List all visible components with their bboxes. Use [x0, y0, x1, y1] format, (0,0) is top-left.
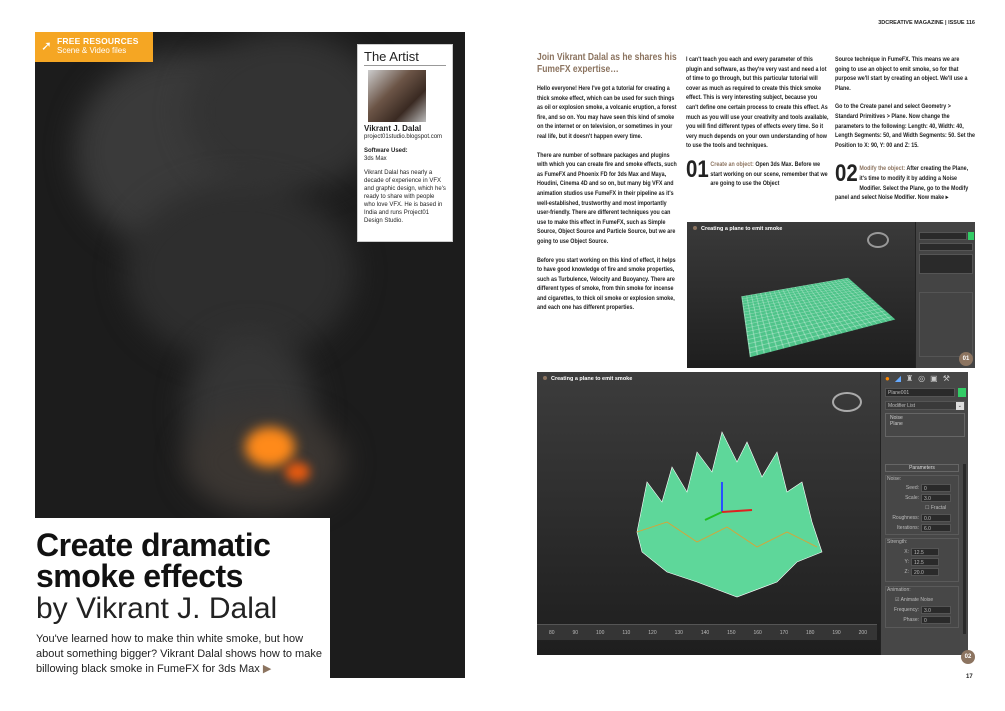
timeline-tick: 200 [858, 630, 867, 636]
roughness-label: Roughness: [892, 515, 919, 521]
motion-tab-icon[interactable]: ◎ [918, 374, 926, 383]
viewcube-icon [867, 232, 889, 248]
frequency-field[interactable]: 3.0 [921, 606, 951, 614]
software-value: 3ds Max [364, 156, 387, 162]
z-label: Z: [904, 569, 909, 575]
phase-label: Phase: [903, 617, 919, 623]
stack-item-noise[interactable]: Noise [890, 415, 903, 421]
parameters-rollout[interactable]: Parameters [885, 464, 959, 472]
screenshot-1 [687, 222, 975, 368]
strength-z-field[interactable]: 20.0 [911, 568, 939, 576]
paragraph: There are number of software packages and plugins with which you can create fire and smoke effects, such as FumeFX and Phoenix FD for 3ds Max and Maya, Houdini, Cinema 4D and so on, but many big VFX and animation studios use FumeFX in their pipeline as it's well-established, trustworthy and most importantly user-friendly. There are different techniques you can use to make this effect in FumeFX, such as Simple Source, Object Source and Particle Source, but we are going to use Object Source. [537, 151, 677, 245]
artist-name: Vikrant J. Dalal [364, 124, 422, 133]
paragraph: Before you start working on this kind of effect, it helps to have good knowledge of fire and smoke properties, such as Turbulence, Velocity and Buoyancy. There are different types of smoke, from thin smoke for incense and cigarettes, to thick oil smoke or explosion smoke, and each one has different properties. [537, 256, 676, 312]
title-box [30, 518, 330, 688]
timeline-tick: 130 [674, 630, 683, 636]
fire-glow [245, 427, 295, 467]
utilities-tab-icon[interactable]: ⚒ [942, 374, 950, 383]
object-name-field[interactable]: Plane001 [885, 388, 955, 397]
modifier-stack[interactable] [885, 413, 965, 437]
smoke-cloud [185, 32, 385, 192]
command-panel [915, 222, 975, 368]
timeline-tick: 140 [700, 630, 710, 636]
step-text: Open 3ds Max. Before we start working on our scene, remember that we are going to use the Object [710, 160, 828, 188]
green-plane [741, 278, 895, 358]
timeline-tick: 150 [727, 630, 736, 636]
column-3 [835, 55, 975, 203]
title-line-2: smoke effects [36, 558, 243, 594]
timeline-tick: 90 [572, 630, 579, 636]
strength-y-field[interactable]: 12.5 [911, 558, 939, 566]
title-line-1: Create dramatic [36, 527, 271, 563]
timeline-tick: 80 [549, 630, 555, 636]
timeline-tick: 170 [779, 630, 789, 636]
timeline-tick: 190 [832, 630, 841, 636]
phase-field[interactable]: 0 [921, 616, 951, 624]
hierarchy-tab-icon[interactable]: ♜ [906, 374, 914, 383]
fire-glow [285, 462, 310, 482]
panel-scrollbar[interactable] [963, 464, 966, 634]
scale-label: Scale: [905, 495, 919, 501]
strength-group-label: Strength: [887, 539, 908, 545]
avatar [368, 70, 426, 122]
step-title: Create an object: [710, 160, 754, 168]
page-number: 17 [966, 674, 973, 680]
fractal-checkbox[interactable]: ☐ Fractal [925, 505, 947, 511]
seed-label: Seed: [905, 485, 919, 491]
stack-item-plane[interactable]: Plane [890, 421, 903, 427]
standfirst: You've learned how to make thin white smoke, but how about something bigger? Vikrant Dalal shows how to make billowing black smoke in FumeFX for 3ds Max ▶ [36, 633, 322, 675]
object-color-swatch[interactable] [958, 388, 966, 397]
artist-box [357, 44, 453, 242]
frequency-label: Frequency: [893, 607, 919, 613]
viewcube-icon [832, 392, 862, 412]
step-1 [686, 155, 829, 189]
roughness-field[interactable]: 0.0 [921, 514, 951, 522]
panel-tabs[interactable] [881, 372, 968, 385]
paragraph: I can't teach you each and every parameter of this plugin and software, as they're very vast and need a lot of time to go through, but this particular tutorial will cover as much as required to create this thick smoke effect. This is very interesting subject, because you can't define one certain process to create this effect. As much as you will use your creativity and tools available, you will find different types of effects every time. So it very much depends on your own understanding of how to use the tools and techniques. [686, 56, 829, 150]
screenshot-caption: Creating a plane to emit smoke [543, 376, 632, 382]
seed-field[interactable]: 0 [921, 484, 951, 492]
artist-heading: The Artist [364, 49, 446, 66]
screenshot-caption: Creating a plane to emit smoke [693, 226, 782, 232]
figure-number: 01 [959, 352, 973, 366]
play-icon: ▶ [262, 663, 272, 675]
iterations-field[interactable]: 6.0 [921, 524, 951, 532]
arrow-icon: ➚ [41, 38, 52, 53]
modify-panel [880, 372, 968, 655]
artist-website[interactable]: project01studio.blogspot.com [364, 134, 443, 140]
scale-field[interactable]: 3.0 [921, 494, 951, 502]
figure-number: 02 [961, 650, 975, 664]
intro-heading: Join Vikrant Dalal as he shares his FumeFX expertise… [537, 52, 677, 75]
artist-bio: Vikrant Dalal has nearly a decade of experience in VFX and graphic design, which he's ready to share with people who love VFX. He is based in India and runs Project01 Design Studio. [364, 170, 446, 224]
x-label: X: [904, 549, 909, 555]
column-1 [537, 52, 680, 322]
step-text: After creating the Plane, it's time to modify it by adding a Noise Modifier. Select the Plane, go to the Modify panel and select Noise Modifier. Now make ▸ [835, 165, 969, 202]
step-title: Modify the object: [859, 165, 906, 173]
step-number: 02 [835, 160, 858, 188]
timeline-tick: 120 [648, 630, 657, 636]
display-tab-icon[interactable]: ▣ [930, 374, 938, 383]
column-2 [686, 55, 829, 189]
timeline-tick: 100 [596, 630, 605, 636]
timeline-tick: 160 [753, 630, 762, 636]
software-label: Software Used: [364, 148, 408, 154]
noise-group-label: Noise: [887, 476, 902, 482]
animation-group-label: Animation: [887, 587, 911, 593]
screenshot-2 [537, 372, 968, 655]
animate-noise-checkbox[interactable]: ☑ Animate Noise [895, 597, 934, 603]
paragraph: Go to the Create panel and select Geometry > Standard Primitives > Plane. Now change the parameters to the following: Length: 40, Width: 40, Length Segments: 50, and Width Segments: 50. Set the Position to X: 90, Y: 00 and Z: 15. [835, 103, 976, 149]
iterations-label: Iterations: [897, 525, 919, 531]
byline: by Vikrant J. Dalal [36, 592, 278, 625]
timeline[interactable] [537, 624, 877, 640]
y-label: Y: [904, 559, 909, 565]
badge-title: FREE RESOURCES [57, 36, 139, 46]
step-2 [835, 160, 975, 202]
paragraph: Hello everyone! Here I've got a tutorial for creating a thick smoke effect, which can be used for such things as oil or explosion smoke, a volcanic eruption, a forest fire, and so on. You may have seen this kind of smoke on the internet or on television, or sometimes in your real life, but it doesn't happen every time. [537, 85, 677, 140]
modify-tab-icon[interactable]: ◢ [894, 374, 901, 383]
timeline-tick: 110 [622, 630, 631, 636]
free-resources-badge[interactable] [35, 32, 153, 62]
create-tab-icon[interactable]: ● [885, 374, 890, 383]
magazine-header: 3DCREATIVE MAGAZINE | ISSUE 116 [878, 20, 975, 26]
step-number: 01 [686, 155, 709, 183]
noise-mesh [627, 412, 827, 602]
badge-subtitle: Scene & Video files [57, 46, 127, 55]
chevron-down-icon: ⌄ [957, 403, 962, 409]
paragraph: Source technique in FumeFX. This means we are going to use an object to emit smoke, so for that purpose we'll start by creating an object. We'll use a Plane. [835, 56, 968, 92]
modifier-list-dropdown[interactable]: Modifier List ⌄ [885, 401, 965, 410]
strength-x-field[interactable]: 12.5 [911, 548, 939, 556]
timeline-tick: 180 [806, 630, 815, 636]
